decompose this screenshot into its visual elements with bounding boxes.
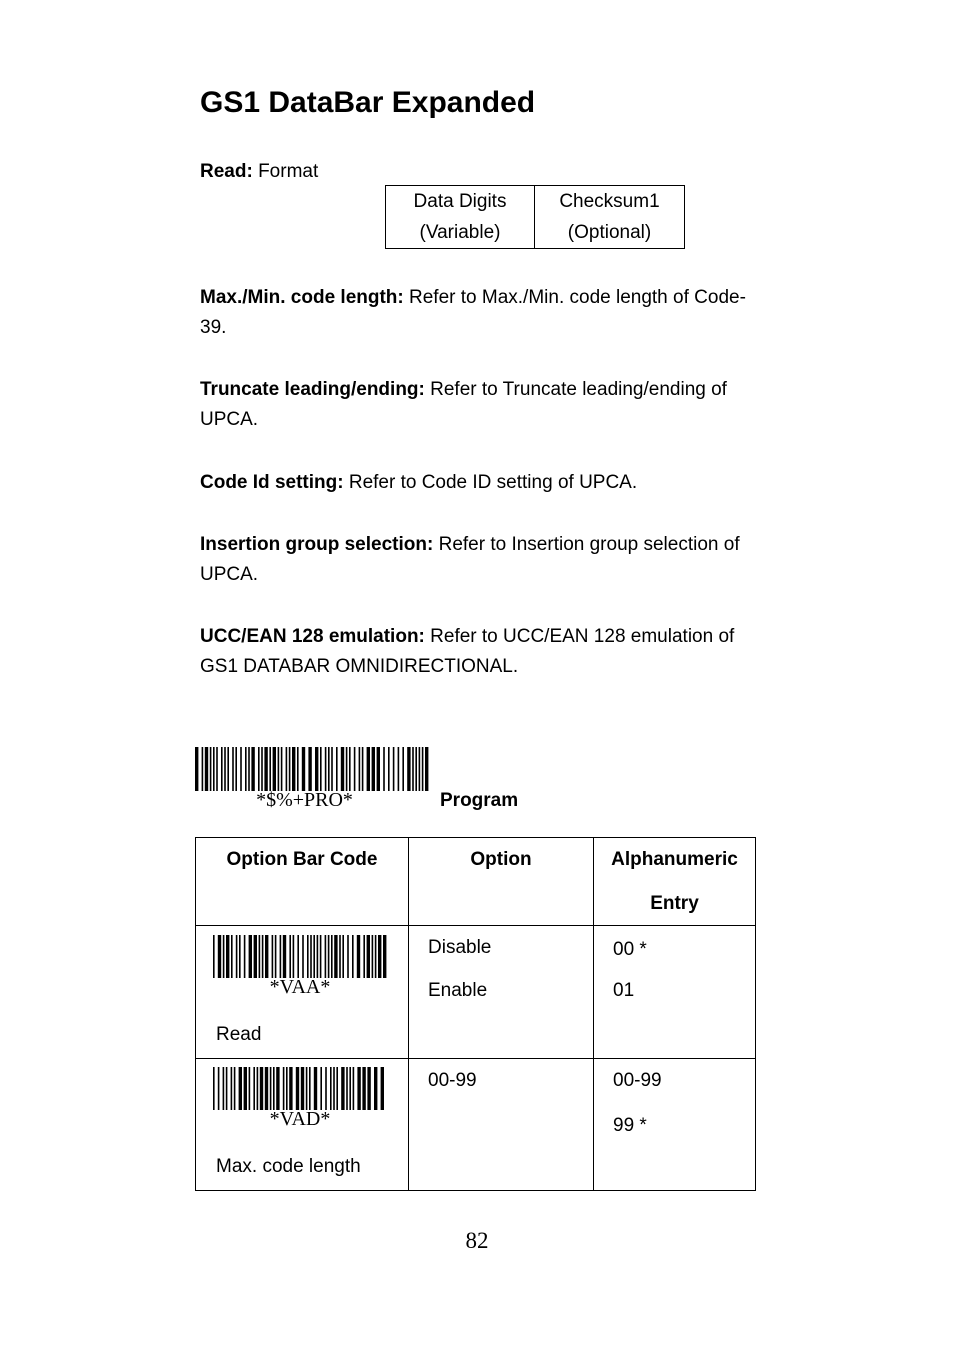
para-insertion [200, 530, 760, 590]
para-insertion-label: Insertion group selection: [200, 534, 434, 555]
para-insertion-text: Refer to Insertion group selection of UPCA. [200, 534, 740, 585]
table-row [196, 1059, 756, 1191]
read-entry-00: 00 * [613, 939, 647, 960]
page-title: GS1 DataBar Expanded [200, 86, 536, 119]
row-maxlen-barcode-cell [196, 1059, 409, 1191]
program-label: Program [440, 790, 519, 811]
para-codeid-text: Refer to Code ID setting of UPCA. [343, 472, 638, 493]
header-barcode-cell [196, 838, 409, 926]
format-data-digits-label: Data Digits [413, 191, 507, 212]
read-option-enable: Enable [428, 980, 488, 1001]
read-label: Read: [200, 161, 253, 182]
row-maxlen-entry-cell [594, 1059, 756, 1191]
maxlen-barcode-text: *VAD* [269, 1108, 331, 1130]
header-barcode: Option Bar Code [226, 849, 378, 870]
maxlen-entry-range: 00-99 [613, 1070, 662, 1091]
read-option-disable: Disable [428, 937, 492, 958]
maxlen-barcode[interactable] [213, 1067, 387, 1110]
row-read-option-cell [409, 926, 594, 1059]
header-entry-line2: Entry [650, 893, 699, 914]
para-maxmin-text: Refer to Max./Min. code length of Code-39. [200, 287, 746, 338]
option-table-header [196, 838, 756, 926]
para-codeid [200, 468, 760, 498]
format-checksum-label: Checksum1 [559, 191, 660, 212]
read-barcode-text: *VAA* [269, 976, 331, 998]
header-option: Option [470, 849, 532, 870]
maxlen-option-range: 00-99 [428, 1070, 477, 1091]
para-ucc-label: UCC/EAN 128 emulation: [200, 626, 425, 647]
format-cell-data-digits [386, 186, 535, 249]
header-entry-line1: Alphanumeric [611, 849, 738, 870]
para-maxmin-label: Max./Min. code length: [200, 287, 404, 308]
format-checksum-note: (Optional) [567, 222, 652, 243]
format-data-digits-note: (Variable) [419, 222, 501, 243]
read-entry-01: 01 [613, 980, 635, 1001]
para-truncate [200, 375, 760, 435]
row-read-barcode-cell [196, 926, 409, 1059]
read-barcode[interactable] [213, 935, 387, 978]
program-barcode-block[interactable] [195, 747, 429, 812]
read-text: Format [252, 161, 319, 182]
table-row [196, 926, 756, 1059]
para-truncate-label: Truncate leading/ending: [200, 379, 425, 400]
maxlen-option-name: Max. code length [216, 1156, 361, 1177]
maxlen-entry-99: 99 * [613, 1115, 647, 1136]
format-cell-checksum [535, 186, 685, 249]
read-format-line [200, 157, 760, 187]
para-maxmin [200, 283, 760, 343]
para-codeid-label: Code Id setting: [200, 472, 344, 493]
page-number: 82 [465, 1228, 489, 1253]
read-option-name: Read [216, 1024, 262, 1045]
header-entry-cell [594, 838, 756, 926]
para-truncate-text: Refer to Truncate leading/ending of UPCA. [200, 379, 727, 430]
format-table [385, 185, 685, 249]
program-barcode[interactable] [195, 747, 429, 791]
header-option-cell [409, 838, 594, 926]
program-barcode-text: *$%+PRO* [256, 789, 353, 811]
para-ucc [200, 622, 760, 682]
read-barcode-block[interactable] [213, 935, 387, 999]
row-read-entry-cell [594, 926, 756, 1059]
para-ucc-text: Refer to UCC/EAN 128 emulation of GS1 DATABAR OMNIDIRECTIONAL. [200, 626, 735, 677]
option-table [195, 837, 756, 1191]
row-maxlen-option-cell [409, 1059, 594, 1191]
maxlen-barcode-block[interactable] [213, 1067, 387, 1131]
